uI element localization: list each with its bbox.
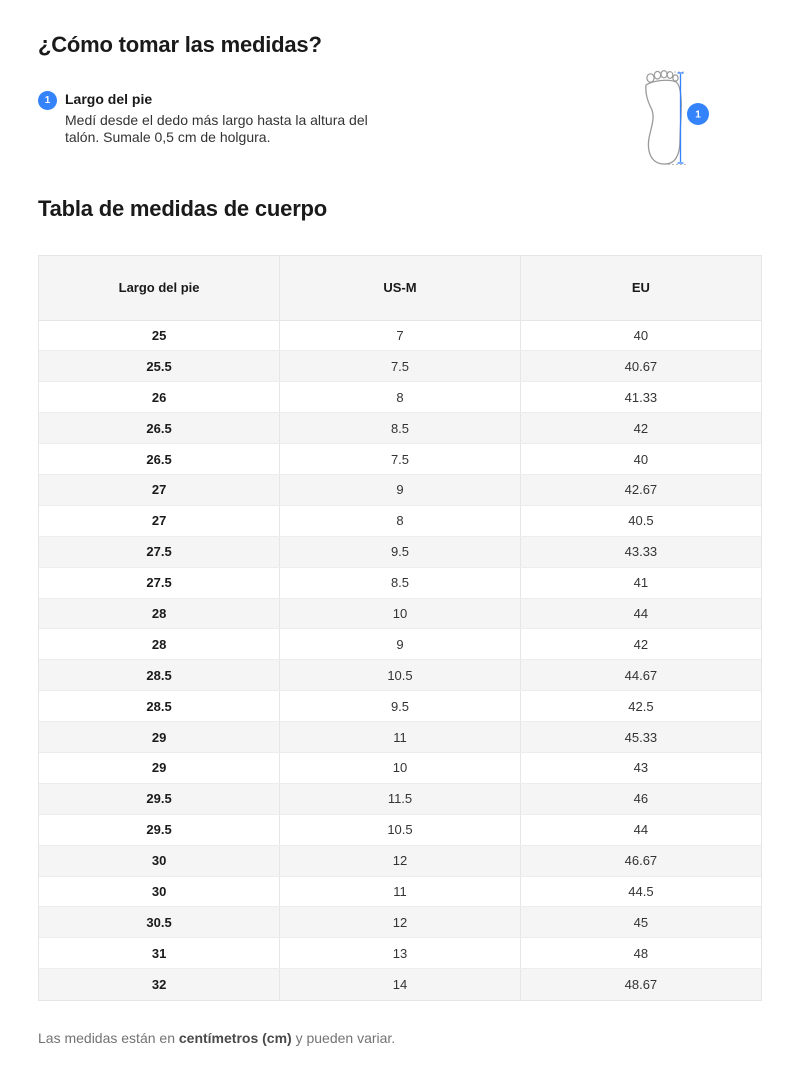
table-row [39, 660, 761, 691]
cell-us-m: 12 [280, 845, 521, 876]
cell-foot-length: 29.5 [39, 783, 280, 814]
cell-us-m: 7.5 [280, 351, 521, 382]
table-body [39, 320, 761, 1000]
cell-us-m: 8.5 [280, 413, 521, 444]
cell-eu: 48 [520, 938, 761, 969]
table-row [39, 382, 761, 413]
cell-us-m: 8 [280, 505, 521, 536]
cell-foot-length: 25 [39, 320, 280, 351]
cell-eu: 41.33 [520, 382, 761, 413]
column-header-us-m: US-M [280, 256, 521, 320]
size-table-title: Tabla de medidas de cuerpo [38, 196, 328, 221]
cell-foot-length: 30.5 [39, 907, 280, 938]
cell-us-m: 11 [280, 876, 521, 907]
cell-us-m: 11 [280, 722, 521, 753]
cell-us-m: 10.5 [280, 660, 521, 691]
cell-foot-length: 26.5 [39, 444, 280, 475]
cell-eu: 40.67 [520, 351, 761, 382]
cell-eu: 45.33 [520, 722, 761, 753]
cell-us-m: 8 [280, 382, 521, 413]
cell-us-m: 9 [280, 629, 521, 660]
cell-eu: 42.67 [520, 474, 761, 505]
table-row [39, 876, 761, 907]
cell-eu: 43.33 [520, 536, 761, 567]
cell-eu: 40.5 [520, 505, 761, 536]
cell-foot-length: 27.5 [39, 536, 280, 567]
table-row [39, 691, 761, 722]
cell-foot-length: 31 [39, 938, 280, 969]
cell-foot-length: 29 [39, 752, 280, 783]
cell-foot-length: 28.5 [39, 691, 280, 722]
table-row [39, 783, 761, 814]
cell-eu: 42.5 [520, 691, 761, 722]
table-row [39, 814, 761, 845]
column-header-foot-length: Largo del pie [39, 256, 280, 320]
cell-foot-length: 30 [39, 845, 280, 876]
cell-foot-length: 27 [39, 505, 280, 536]
cell-eu: 43 [520, 752, 761, 783]
cell-us-m: 7 [280, 320, 521, 351]
cell-us-m: 11.5 [280, 783, 521, 814]
cell-us-m: 9.5 [280, 536, 521, 567]
cell-us-m: 8.5 [280, 567, 521, 598]
cell-eu: 44.67 [520, 660, 761, 691]
size-table [38, 255, 762, 1001]
table-row [39, 474, 761, 505]
cell-foot-length: 25.5 [39, 351, 280, 382]
cell-us-m: 14 [280, 969, 521, 1000]
table-row [39, 752, 761, 783]
table-row [39, 320, 761, 351]
table-row [39, 598, 761, 629]
footnote-text-end: y pueden variar. [291, 1030, 396, 1046]
cell-foot-length: 26.5 [39, 413, 280, 444]
illustration-badge: 1 [695, 109, 701, 121]
cell-eu: 42 [520, 629, 761, 660]
cell-eu: 42 [520, 413, 761, 444]
table-row [39, 722, 761, 753]
how-to-measure-title: ¿Cómo tomar las medidas? [38, 32, 322, 57]
cell-eu: 44 [520, 598, 761, 629]
cell-eu: 44 [520, 814, 761, 845]
footnote-unit: centímetros (cm) [178, 1030, 292, 1046]
table-row [39, 629, 761, 660]
cell-us-m: 13 [280, 938, 521, 969]
table-row [39, 845, 761, 876]
footnote [38, 1030, 395, 1046]
cell-eu: 46.67 [520, 845, 761, 876]
footnote-text-start: Las medidas están en [38, 1030, 179, 1046]
cell-foot-length: 27.5 [39, 567, 280, 598]
cell-us-m: 7.5 [280, 444, 521, 475]
cell-foot-length: 29.5 [39, 814, 280, 845]
cell-eu: 48.67 [520, 969, 761, 1000]
cell-foot-length: 28 [39, 598, 280, 629]
table-row [39, 505, 761, 536]
cell-us-m: 9 [280, 474, 521, 505]
table-row [39, 536, 761, 567]
cell-us-m: 10.5 [280, 814, 521, 845]
cell-eu: 40 [520, 320, 761, 351]
table-row [39, 938, 761, 969]
cell-us-m: 9.5 [280, 691, 521, 722]
cell-foot-length: 26 [39, 382, 280, 413]
cell-foot-length: 29 [39, 722, 280, 753]
step-title: Largo del pie [65, 91, 153, 107]
cell-foot-length: 32 [39, 969, 280, 1000]
step-description: Medí desde el dedo más largo hasta la altura del talón. Sumale 0,5 cm de holgura. [65, 112, 368, 145]
table-header-row [39, 256, 761, 320]
foot-measure-icon [636, 68, 716, 168]
table-row [39, 969, 761, 1000]
column-header-eu: EU [520, 256, 761, 320]
cell-foot-length: 28.5 [39, 660, 280, 691]
table-row [39, 907, 761, 938]
cell-us-m: 12 [280, 907, 521, 938]
cell-foot-length: 27 [39, 474, 280, 505]
table-row [39, 351, 761, 382]
cell-us-m: 10 [280, 598, 521, 629]
cell-foot-length: 30 [39, 876, 280, 907]
table-row [39, 567, 761, 598]
cell-us-m: 10 [280, 752, 521, 783]
table-row [39, 444, 761, 475]
cell-eu: 45 [520, 907, 761, 938]
step-number-badge: 1 [38, 91, 57, 110]
cell-eu: 41 [520, 567, 761, 598]
cell-eu: 46 [520, 783, 761, 814]
cell-foot-length: 28 [39, 629, 280, 660]
cell-eu: 44.5 [520, 876, 761, 907]
cell-eu: 40 [520, 444, 761, 475]
table-row [39, 413, 761, 444]
